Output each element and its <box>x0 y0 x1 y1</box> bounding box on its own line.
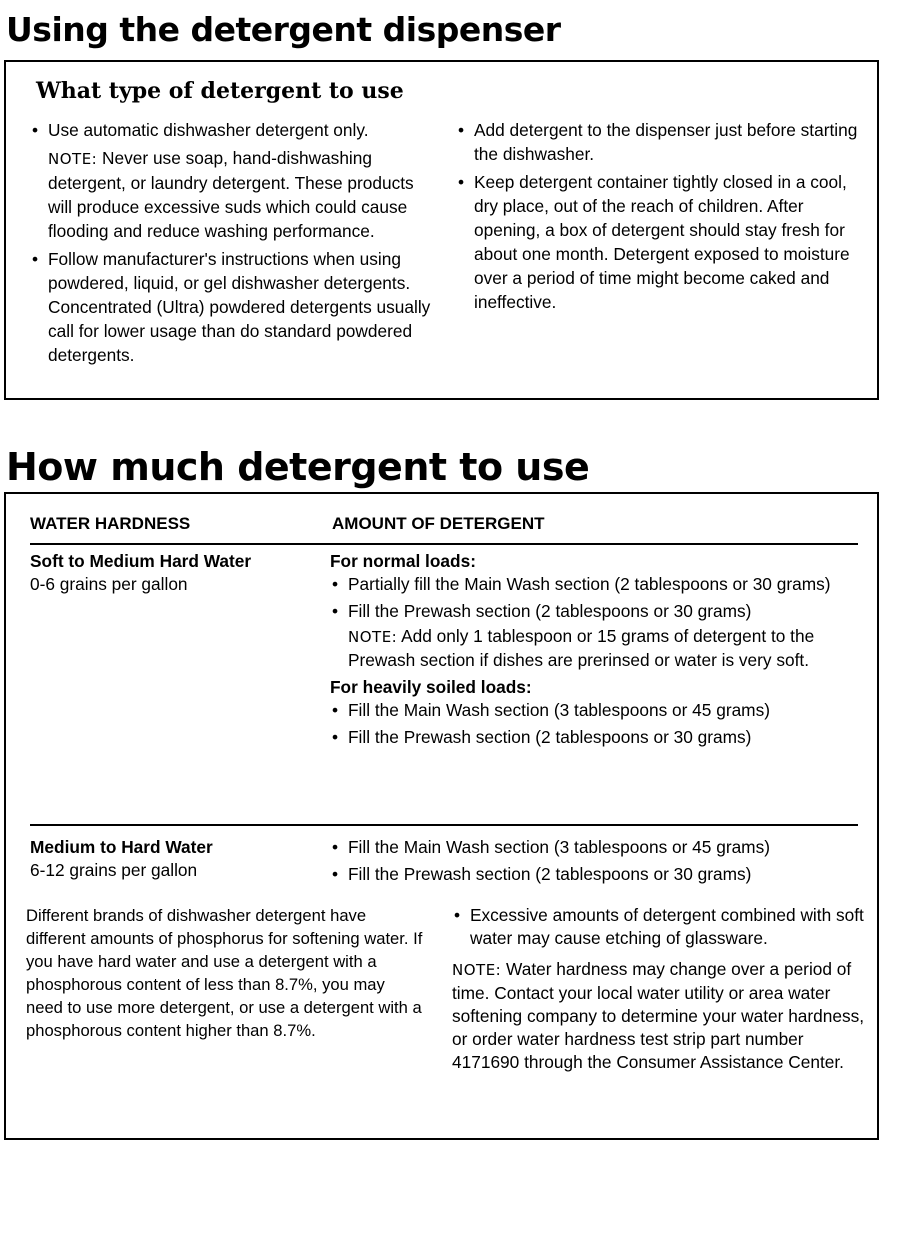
col-header-amount: AMOUNT OF DETERGENT <box>332 514 545 533</box>
list-item: • Fill the Prewash section (2 tablespoons or 30 grams) <box>330 863 850 886</box>
list-item: • Fill the Prewash section (2 tablespoons or 30 grams) <box>330 726 840 749</box>
normal-loads-heading: For normal loads: <box>330 551 476 571</box>
list-item: • Add detergent to the dispenser just before starting the dishwasher. <box>456 118 866 166</box>
section-subtitle: What type of detergent to use <box>36 78 404 104</box>
list-item: • Use automatic dishwasher detergent only. NOTE: Never use soap, hand-dishwashing detergent, or laundry detergent. These products will produce excessive suds which could cause flooding and reduce washing performance. <box>30 118 440 243</box>
note-label: NOTE: <box>452 961 502 979</box>
amount-soft <box>330 550 840 753</box>
bottom-right-column <box>452 904 867 1074</box>
right-column <box>456 118 866 318</box>
list-item: • Fill the Main Wash section (3 tablespoons or 45 grams) <box>330 836 850 859</box>
section-title: How much detergent to use <box>6 445 590 489</box>
list-item: • Follow manufacturer's instructions when using powdered, liquid, or gel dishwasher detergents. Concentrated (Ultra) powdered detergents usually call for lower usage than do standard powdered detergents. <box>30 247 440 367</box>
list-item: • Keep detergent container tightly closed in a cool, dry place, out of the reach of children. After opening, a box of detergent should stay fresh for about one month. Detergent exposed to moisture over a period of time might become caked and ineffective. <box>456 170 866 314</box>
heavy-loads-heading: For heavily soiled loads: <box>330 677 532 697</box>
list-item: • Fill the Main Wash section (3 tablespoons or 45 grams) <box>330 699 840 722</box>
phosphorus-paragraph: Different brands of dishwasher detergent have different amounts of phosphorus for softening water. If you have hard water and use a detergent with a phosphorous content of less than 8.7%, you may need to use more detergent, or use a detergent with a phosphorous content higher than 8.7%. <box>26 906 423 1040</box>
note-label: NOTE: <box>48 150 98 168</box>
note-text: Never use soap, hand-dishwashing detergent, or laundry detergent. These products will produce excessive suds which could cause flooding and reduce washing performance. <box>48 148 414 241</box>
left-column <box>30 118 440 371</box>
row-divider <box>30 824 858 826</box>
list-item: • Fill the Prewash section (2 tablespoons or 30 grams) NOTE: Add only 1 tablespoon or 15 grams of detergent to the Prewash section if dishes are prerinsed or water is very soft. <box>330 600 840 672</box>
hardness-hard: Medium to Hard Water 6-12 grains per gallon <box>30 837 213 880</box>
note-label: NOTE: <box>348 628 398 646</box>
note-text: Water hardness may change over a period of time. Contact your local water utility or area water softening company to determine your water hardness, or order water hardness test strip part number 4171690 through the Consumer Assistance Center. <box>452 959 865 1072</box>
list-item: • Excessive amounts of detergent combined with soft water may cause etching of glassware. <box>452 904 867 950</box>
hardness-soft: Soft to Medium Hard Water 0-6 grains per gallon <box>30 551 252 594</box>
header-divider <box>30 543 858 545</box>
amount-hard <box>330 836 850 890</box>
page-title: Using the detergent dispenser <box>6 10 561 49</box>
detergent-amount-box <box>4 492 879 1140</box>
col-header-water-hardness: WATER HARDNESS <box>30 514 191 533</box>
detergent-type-box <box>4 60 879 400</box>
note-text: Add only 1 tablespoon or 15 grams of detergent to the Prewash section if dishes are prerinsed or water is very soft. <box>348 626 815 670</box>
list-item: • Partially fill the Main Wash section (2 tablespoons or 30 grams) <box>330 573 840 596</box>
